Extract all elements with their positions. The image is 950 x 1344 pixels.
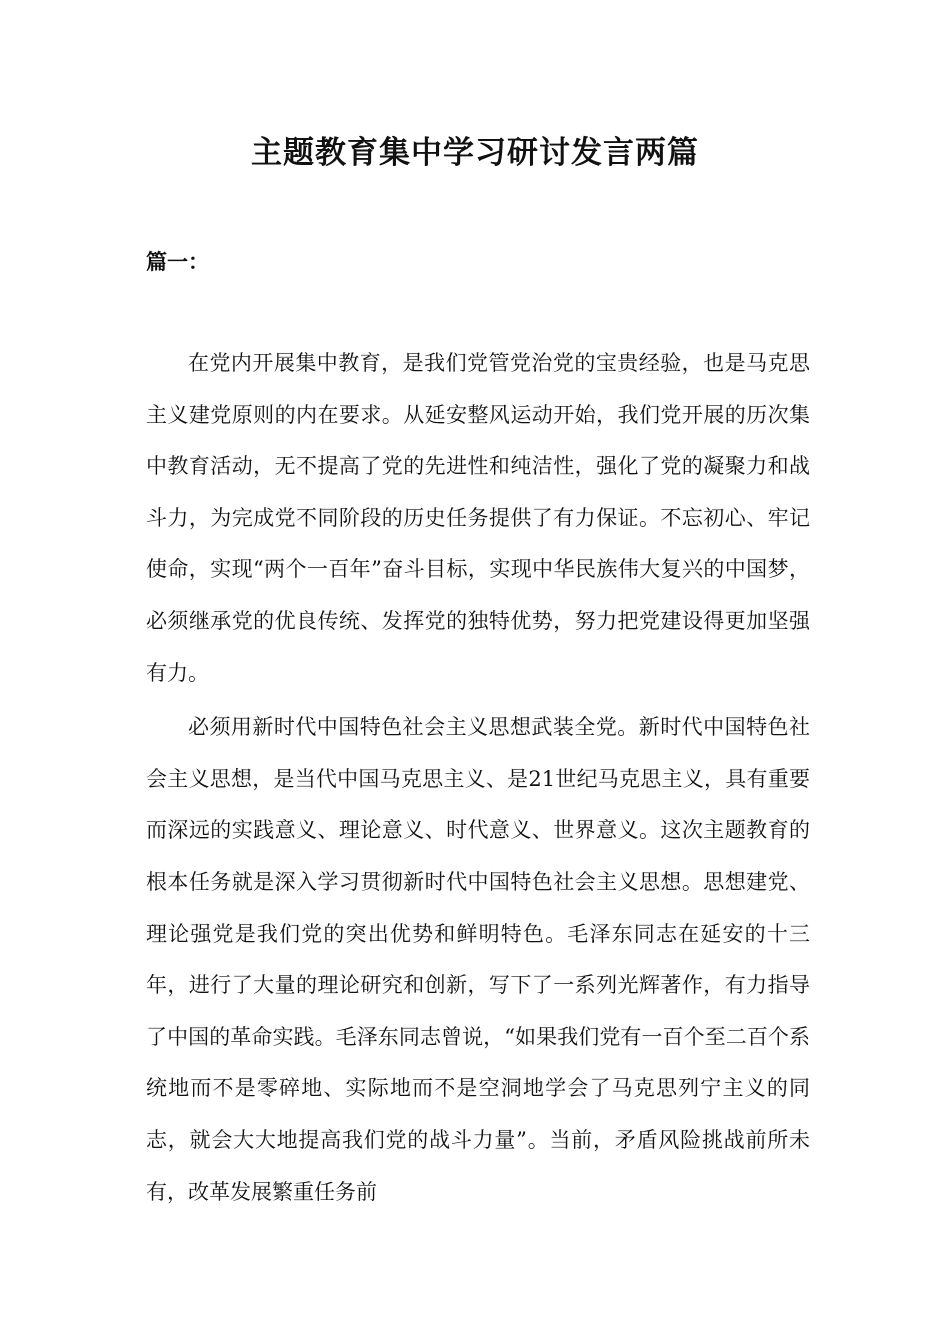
section-heading: 篇一： xyxy=(146,249,209,274)
paragraph: 必须用新时代中国特色社会主义思想武装全党。新时代中国特色社会主义思想，是当代中国马克思主义、是21世纪马克思主义，具有重要而深远的实践意义、理论意义、时代意义、世界意义。这次主题教育的根本任务就是深入学习贯彻新时代中国特色社会主义思想。思想建党、理论强党是我们党的突出优势和鲜明特色。毛泽东同志在延安的十三年，进行了大量的理论研究和创新，写下了一系列光辉著作，有力指导了中国的革命实践。毛泽东同志曾说，“如果我们党有一百个至二百个系统地而不是零碎地、实际地而不是空洞地学会了马克思列宁主义的同志，就会大大地提高我们党的战斗力量”。当前，矛盾风险挑战前所未有，改革发展繁重任务前 xyxy=(146,715,810,1204)
document-body xyxy=(146,338,810,1221)
document-title: 主题教育集中学习研讨发言两篇 xyxy=(251,135,699,171)
paragraph: 在党内开展集中教育，是我们党管党治党的宝贵经验，也是马克思主义建党原则的内在要求。从延安整风运动开始，我们党开展的历次集中教育活动，无不提高了党的先进性和纯洁性，强化了党的凝聚力和战斗力，为完成党不同阶段的历史任务提供了有力保证。不忘初心、牢记使命，实现“两个一百年”奋斗目标，实现中华民族伟大复兴的中国梦，必须继承党的优良传统、发挥党的独特优势，努力把党建设得更加坚强有力。 xyxy=(146,351,810,685)
